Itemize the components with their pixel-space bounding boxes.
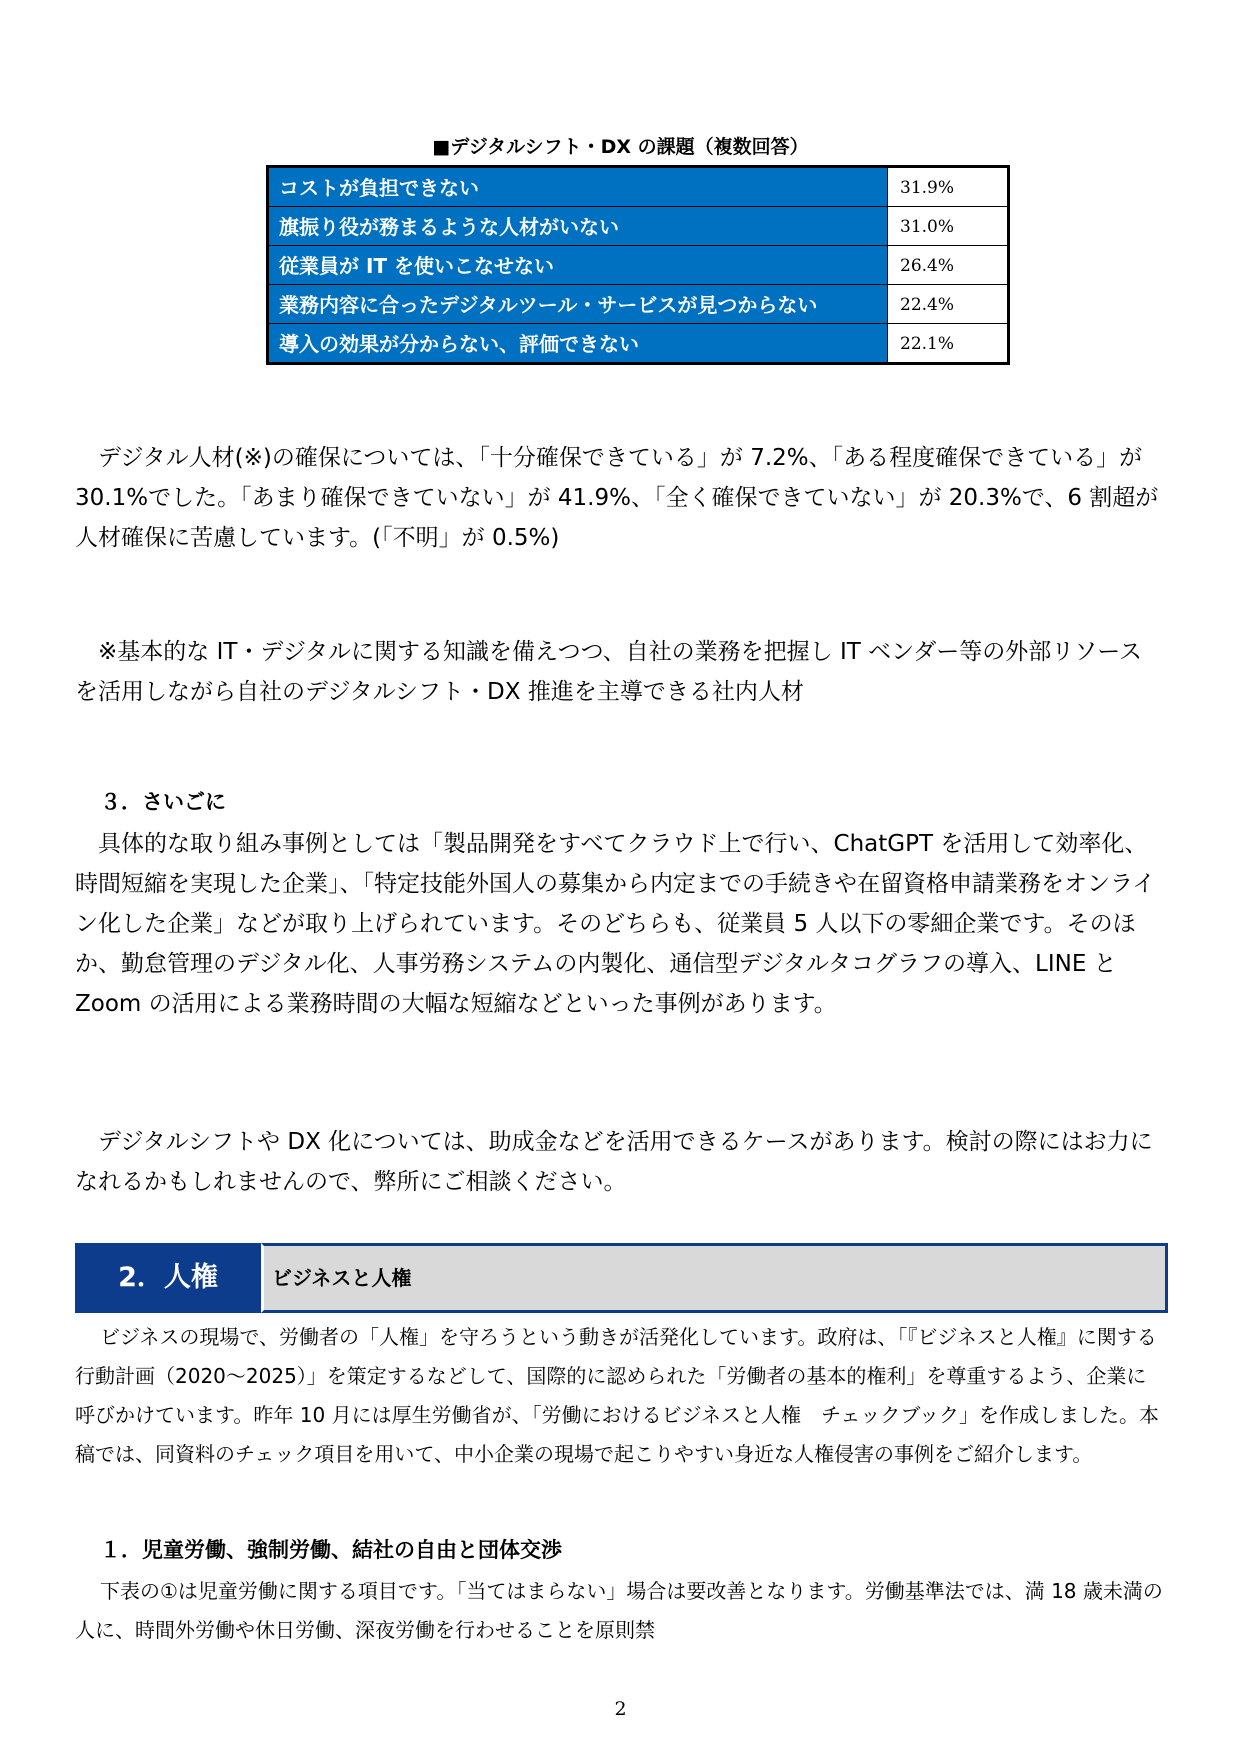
- table-row: [268, 285, 1009, 324]
- footnote-definition: ※基本的な IT・デジタルに関する知識を備えつつ、自社の業務を把握し IT ベンダー等の外部リソースを活用しながら自社のデジタルシフト・DX 推進を主導できる社内人材: [75, 639, 1143, 705]
- paragraph-case-studies: 具体的な取り組み事例としては「製品開発をすべてクラウド上で行い、ChatGPT を活用して効率化、時間短縮を実現した企業」、「特定技能外国人の募集から内定までの手続きや在留資格申請業務をオンライン化した企業」などが取り上げられています。そのどちらも、従業員 5 人以下の零細企業です。そのほか、勤怠管理のデジタル化、人事労務システムの内製化、通信型デジタルタコグラフの導入、LINE と Zoom の活用による業務時間の大幅な短縮などといった事例があります。: [75, 831, 1156, 1017]
- row-value: 31.0%: [888, 207, 1009, 246]
- row-label: 導入の効果が分からない、評価できない: [268, 324, 888, 364]
- row-value: 31.9%: [888, 167, 1009, 207]
- paragraph-consultation: デジタルシフトや DX 化については、助成金などを活用できるケースがあります。検討の際にはお力になれるかもしれませんので、弊所にご相談ください。: [75, 1129, 1153, 1195]
- table-row: [268, 207, 1009, 246]
- row-value: 22.1%: [888, 324, 1009, 364]
- section-banner: [75, 1243, 1160, 1313]
- table-row: [268, 246, 1009, 285]
- table-title: ■デジタルシフト・DX の課題（複数回答）: [432, 136, 809, 158]
- row-label: 従業員が IT を使いこなせない: [268, 246, 888, 285]
- row-label: コストが負担できない: [268, 167, 888, 207]
- paragraph-digital-talent: デジタル人材(※)の確保については、「十分確保できている」が 7.2%、「ある程度確保できている」が 30.1%でした。「あまり確保できていない」が 41.9%、「全く確保できていない」が 20.3%で、6 割超が人材確保に苦慮しています。(「不明」が 0.5%): [75, 445, 1159, 551]
- subheading-child-labor: １．児童労働、強制労働、結社の自由と団体交渉: [100, 1538, 562, 1562]
- row-value: 26.4%: [888, 246, 1009, 285]
- page-number: 2: [614, 1698, 627, 1720]
- paragraph-human-rights-intro: ビジネスの現場で、労働者の「人権」を守ろうという動きが活発化しています。政府は、「『ビジネスと人権』に関する行動計画（2020～2025）」を策定するなどして、国際的に認められた「労働者の基本的権利」を尊重するよう、企業に呼びかけています。昨年 10 月には厚生労働省が、「労働におけるビジネスと人権 チェックブック」を作成しました。本稿では、同資料のチェック項目を用いて、中小企業の現場で起こりやすい身近な人権侵害の事例をご紹介します。: [75, 1325, 1159, 1466]
- row-label: 旗振り役が務まるような人材がいない: [268, 207, 888, 246]
- section-subtitle: ビジネスと人権: [261, 1243, 1168, 1313]
- paragraph-child-labor: 下表の①は児童労働に関する項目です。「当てはまらない」場合は要改善となります。労働基準法では、満 18 歳未満の人に、時間外労働や休日労働、深夜労働を行わせることを原則禁: [75, 1579, 1163, 1642]
- dx-issues-table: [266, 165, 1010, 365]
- table-row: [268, 167, 1009, 207]
- table-row: [268, 324, 1009, 364]
- row-label: 業務内容に合ったデジタルツール・サービスが見つからない: [268, 285, 888, 324]
- subheading-conclusion: ３．さいごに: [100, 790, 226, 814]
- row-value: 22.4%: [888, 285, 1009, 324]
- section-number: 2．人権: [75, 1243, 261, 1313]
